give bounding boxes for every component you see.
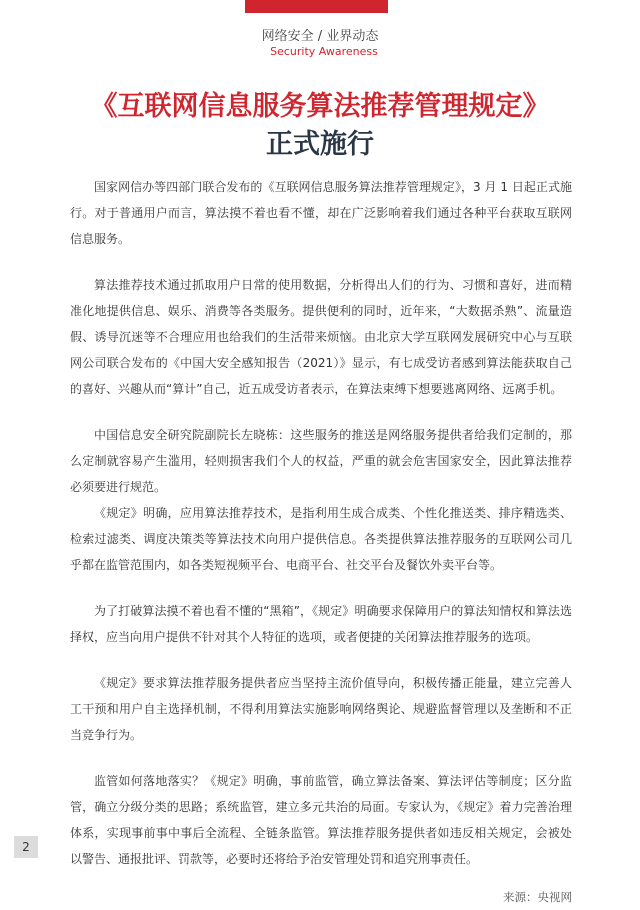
article-title (0, 88, 640, 164)
article-body (70, 174, 572, 910)
paragraph: 国家网信办等四部门联合发布的《互联网信息服务算法推荐管理规定》，3 月 1 日起正式施行。对于普通用户而言，算法摸不着也看不懂，却在广泛影响着我们通过各种平台获取互联网信息服务。 (70, 180, 572, 246)
paragraph: 算法推荐技术通过抓取用户日常的使用数据，分析得出人们的行为、习惯和喜好，进而精准化地提供信息、娱乐、消费等各类服务。提供便利的同时，近年来，“大数据杀熟”、流量造假、诱导沉迷等不合理应用也给我们的生活带来烦恼。由北京大学互联网发展研究中心与互联网公司联合发布的《中国大安全感知报告（2021）》显示，有七成受访者感到算法能获取自己的喜好、兴趣从而“算计”自己，近五成受访者表示，在算法束缚下想要逃离网络、远离手机。 (70, 278, 572, 396)
page-number: 2 (14, 836, 38, 858)
article-source: 来源：央视网 (503, 890, 572, 904)
article-title-line2: 正式施行 (266, 129, 374, 160)
article-title-line1: 《互联网信息服务算法推荐管理规定》 (90, 91, 550, 122)
section-title-en: Security Awareness (270, 45, 378, 58)
paragraph: 监管如何落地落实？《规定》明确，事前监管，确立算法备案、算法评估等制度；区分监管，确立分级分类的思路；系统监管，建立多元共治的局面。专家认为，《规定》着力完善治理体系，实现事前事中事后全流程、全链条监管。算法推荐服务提供者如违反相关规定，会被处以警告、通报批评、罚款等，必要时还将给予治安管理处罚和追究刑事责任。 (70, 774, 572, 866)
paragraph: 《规定》明确，应用算法推荐技术，是指利用生成合成类、个性化推送类、排序精选类、检索过滤类、调度决策类等算法技术向用户提供信息。各类提供算法推荐服务的互联网公司几乎都在监管范围内，如各类短视频平台、电商平台、社交平台及餐饮外卖平台等。 (70, 506, 572, 572)
section-header (0, 28, 640, 59)
header-accent-bar (245, 0, 388, 13)
section-title-cn: 网络安全 / 业界动态 (261, 29, 379, 44)
paragraph: 《规定》要求算法推荐服务提供者应当坚持主流价值导向，积极传播正能量，建立完善人工干预和用户自主选择机制，不得利用算法实施影响网络舆论、规避监督管理以及垄断和不正当竞争行为。 (70, 676, 572, 742)
paragraph: 为了打破算法摸不着也看不懂的“黑箱”，《规定》明确要求保障用户的算法知情权和算法选择权，应当向用户提供不针对其个人特征的选项，或者便捷的关闭算法推荐服务的选项。 (70, 604, 572, 644)
paragraph: 中国信息安全研究院副院长左晓栋：这些服务的推送是网络服务提供者给我们定制的，那么定制就容易产生滥用，轻则损害我们个人的权益，严重的就会危害国家安全，因此算法推荐必须要进行规范。 (70, 428, 572, 494)
